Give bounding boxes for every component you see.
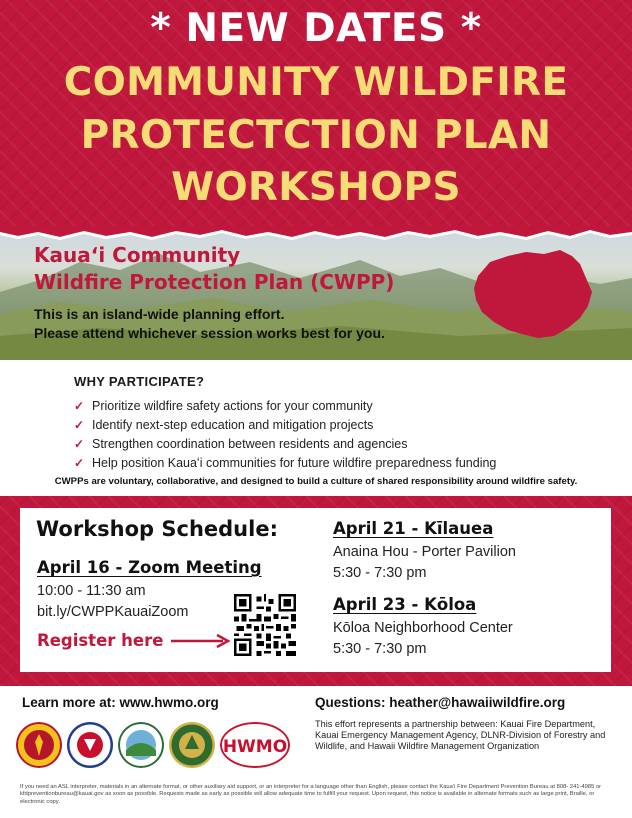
cwpp-title-line-2: Wildfire Protection Plan (CWPP) — [34, 270, 395, 294]
questions-email-link[interactable]: Questions: heather@hawaiiwildfire.org — [315, 695, 566, 710]
partner-logos — [16, 722, 295, 768]
title-line-1: COMMUNITY WILDFIRE — [63, 60, 569, 105]
list-item-text: Prioritize wildfire safety actions for your community — [92, 398, 373, 413]
list-item-text: Help position Kauaʻi communities for future wildfire preparedness funding — [92, 455, 497, 470]
check-icon: ✓ — [74, 417, 85, 432]
check-icon: ✓ — [74, 436, 85, 451]
learn-more-link[interactable]: Learn more at: www.hwmo.org — [22, 695, 219, 710]
event-1-zoom-link[interactable]: bit.ly/CWPPKauaiZoom — [37, 604, 189, 620]
event-1-time: 10:00 - 11:30 am — [37, 583, 146, 599]
title-line-2: PROTECTCTION PLAN — [80, 113, 552, 158]
hero-subtitle-line-2: Please attend whichever session works best for you. — [34, 325, 385, 341]
hero-subtitle-line-1: This is an island-wide planning effort. — [34, 306, 285, 322]
kauai-island-map-icon — [468, 248, 598, 344]
schedule-heading: Workshop Schedule: — [36, 517, 278, 541]
hwmo-logo-text: HWMO — [222, 737, 288, 757]
event-2-location: Anaina Hou - Porter Pavilion — [333, 544, 516, 560]
cwpp-tagline: CWPPs are voluntary, collaborative, and designed to build a culture of shared responsibility around wildfire safety. — [54, 476, 578, 487]
header-banner — [0, 0, 632, 232]
cwpp-title-line-1: Kauaʻi Community — [34, 243, 241, 267]
qr-code-icon[interactable] — [234, 594, 296, 656]
partnership-statement: This effort represents a partnership between: Kauai Fire Department, Kauai Emergency Management Agency, DLNR-Division of Forestry and Wildlife, and Hawaii Wildfire Management Organization — [315, 719, 606, 752]
title-line-3: WORKSHOPS — [171, 165, 461, 210]
event-3-time: 5:30 - 7:30 pm — [333, 641, 427, 657]
kauai-fire-dept-logo — [16, 722, 62, 768]
event-1-date: April 16 - Zoom Meeting — [37, 558, 262, 577]
forestry-wildlife-logo — [169, 722, 215, 768]
list-item — [74, 396, 496, 415]
hwmo-logo — [220, 722, 290, 768]
event-3-location: Kōloa Neighborhood Center — [333, 620, 513, 636]
list-item-text: Identify next-step education and mitigation projects — [92, 417, 374, 432]
torn-paper-edge — [0, 226, 632, 240]
event-2-time: 5:30 - 7:30 pm — [333, 565, 427, 581]
event-2-date: April 21 - Kīlauea — [333, 519, 494, 538]
list-item — [74, 434, 496, 453]
register-here-label: Register here — [37, 631, 164, 650]
new-dates-heading: * NEW DATES * — [150, 6, 482, 51]
arrow-right-icon — [171, 634, 231, 648]
check-icon: ✓ — [74, 398, 85, 413]
event-3-date: April 23 - Kōloa — [333, 595, 477, 614]
kauai-emergency-management-logo — [67, 722, 113, 768]
list-item — [74, 415, 496, 434]
check-icon: ✓ — [74, 455, 85, 470]
why-participate-list — [74, 396, 496, 472]
accessibility-fine-print: If you need an ASL interpreter, materials in an alternate format, or other auxiliary aid support, or an interpreter for a language other than English, please contact the Kauaʻi Fire Department Prevention Bureau at 808- 241-4985 or kfdpreventionbureau@kauai.gov as soon as possible. Requests made as early as possible will allow adequate time to fulfill your request. Upon request, this notice is available in alternate formats such as large print, Braille, or electronic copy. — [20, 784, 602, 805]
list-item-text: Strengthen coordination between residents and agencies — [92, 436, 408, 451]
why-participate-heading: WHY PARTICIPATE? — [74, 374, 205, 389]
dlnr-logo — [118, 722, 164, 768]
register-here-link[interactable] — [37, 631, 231, 650]
list-item — [74, 453, 496, 472]
